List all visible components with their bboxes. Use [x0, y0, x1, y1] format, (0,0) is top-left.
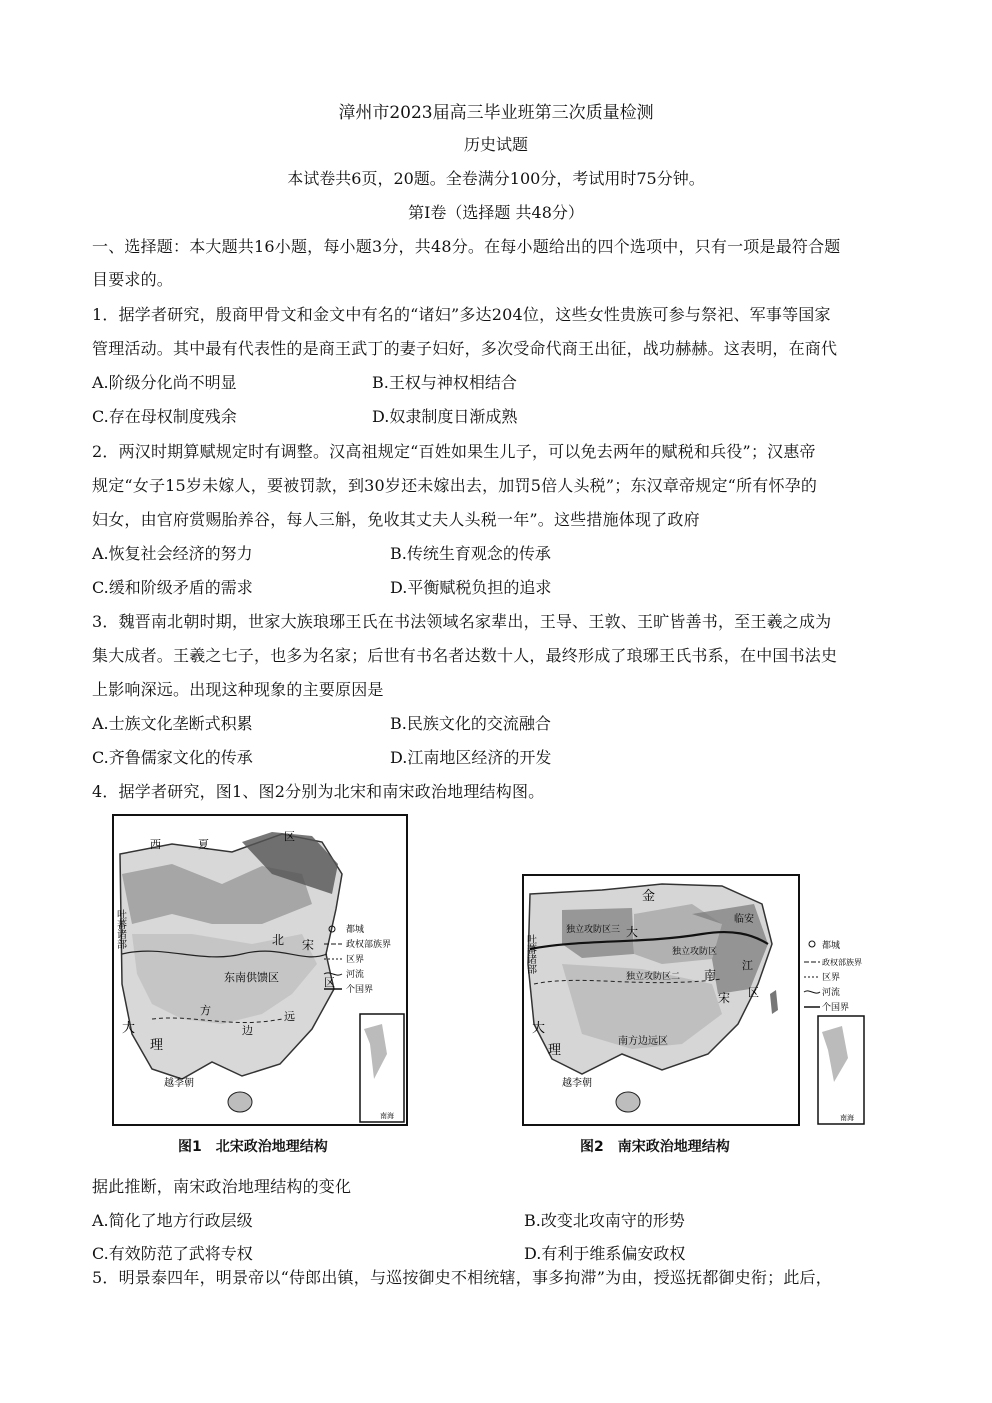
map2-inset-label: 南海: [840, 1114, 854, 1122]
map1-label-yuan: 远: [284, 1010, 295, 1023]
q2-option-c: C.缓和阶级矛盾的需求: [92, 578, 253, 597]
q4-stem-2: 据此推断，南宋政治地理结构的变化: [92, 1177, 352, 1196]
subject-title: 历史试题: [463, 135, 528, 154]
q2-option-d: D.平衡赋税负担的追求: [390, 578, 552, 597]
q1-option-b: B.王权与神权相结合: [372, 373, 517, 392]
map2-label-song: 宋: [718, 991, 731, 1005]
q3-stem-1: 3．魏晋南北朝时期，世家大族琅琊王氏在书法领域名家辈出，王导、王敦、王旷皆善书，至王羲之成为: [92, 612, 832, 631]
map2-label-li: 理: [548, 1043, 562, 1058]
part-title: 第I卷（选择题 共48分）: [408, 203, 584, 222]
q2-stem-1: 2．两汉时期算赋规定时有调整。汉高祖规定“百姓如果生儿子，可以免去两年的赋税和兵役”；汉惠帝: [92, 442, 816, 461]
map-1-svg: [112, 814, 408, 1126]
map1-label-bian: 边: [242, 1024, 253, 1037]
map2-label-tubo: 吐蕃诸部: [524, 934, 536, 974]
map1-label-li: 理: [150, 1038, 164, 1053]
map2-label-zone3: 独立攻防区三: [566, 925, 621, 935]
map2-label-yueli: 越李朝: [562, 1078, 592, 1089]
q1-option-c: C.存在母权制度残余: [92, 407, 237, 426]
map1-label-da: 大: [122, 1021, 136, 1036]
map1-label-tubo: 吐蕃诸部: [114, 909, 126, 949]
map2-label-southern: 南方边远区: [618, 1036, 668, 1047]
map-2-svg: [522, 874, 868, 1126]
map2-legend-district: 区界: [822, 973, 841, 983]
figure-1-northern-song-map: [112, 814, 408, 1126]
figure-1-caption: 图1 北宋政治地理结构: [178, 1139, 328, 1155]
map2-label-linan: 临安: [734, 914, 754, 925]
map1-label-xia: 夏: [198, 838, 209, 851]
q1-option-d: D.奴隶制度日渐成熟: [372, 407, 518, 426]
q2-option-a: A.恢复社会经济的努力: [92, 544, 253, 563]
map1-label-bei: 北: [272, 933, 285, 947]
q1-option-a: A.阶级分化尚不明显: [92, 373, 237, 392]
map2-legend-border: 政权部族界: [822, 958, 862, 967]
q4-option-b: B.改变北攻南守的形势: [524, 1211, 685, 1230]
map2-label-jin: 金: [642, 889, 656, 904]
map1-legend-river: 河流: [346, 970, 365, 980]
map1-legend-district: 区界: [346, 955, 365, 965]
map2-label-da: 大: [532, 1021, 546, 1036]
q5-stem-1: 5．明景泰四年，明景帝以“侍郎出镇，与巡按御史不相统辖，事多拘滞”为由，授巡抚都御史衔；此后，: [92, 1268, 832, 1287]
section-instruction-1: 一、选择题：本大题共16小题，每小题3分，共48分。在每小题给出的四个选项中，只有一项是最符合题: [92, 237, 841, 256]
map2-label-zone1: 独立攻防区: [672, 947, 718, 957]
q3-option-d: D.江南地区经济的开发: [390, 748, 552, 767]
figure-2-southern-song-map: [522, 874, 868, 1126]
exam-info: 本试卷共6页，20题。全卷满分100分，考试用时75分钟。: [287, 169, 705, 188]
map2-label-nan: 南: [704, 968, 717, 982]
figure-2-caption: 图2 南宋政治地理结构: [580, 1139, 730, 1155]
map2-label-jiang: 江: [742, 959, 753, 972]
q4-option-d: D.有利于维系偏安政权: [524, 1244, 686, 1263]
q3-option-b: B.民族文化的交流融合: [390, 714, 551, 733]
map2-legend-national: 个国界: [822, 1003, 850, 1013]
q1-stem-2: 管理活动。其中最有代表性的是商王武丁的妻子妇好，多次受命代商王出征，战功赫赫。这表明，在商代: [92, 339, 838, 358]
q3-stem-2: 集大成者。王羲之七子，也多为名家；后世有书名者达数十人，最终形成了琅琊王氏书系，在中国书法史: [92, 646, 838, 665]
map2-label-zone2: 独立攻防区二: [626, 972, 681, 982]
map2-label-qu: 区: [748, 986, 759, 999]
map2-label-da-top: 大: [626, 925, 639, 939]
q4-option-c: C.有效防范了武将专权: [92, 1244, 253, 1263]
map1-label-song: 宋: [302, 938, 315, 952]
q2-stem-3: 妇女，由官府赏赐胎养谷，每人三斛，免收其丈夫人头税一年”。这些措施体现了政府: [92, 510, 700, 529]
map1-legend-capital: 都城: [346, 925, 365, 935]
map2-legend-capital: 都城: [822, 941, 841, 951]
q3-stem-3: 上影响深远。出现这种现象的主要原因是: [92, 680, 384, 699]
map1-inset-label: 南海: [380, 1112, 394, 1120]
map1-legend-border: 政权部族界: [346, 940, 392, 950]
map1-label-yueli: 越李朝: [164, 1078, 194, 1089]
map1-label-qu: 区: [324, 976, 335, 989]
q1-stem-1: 1．据学者研究，殷商甲骨文和金文中有名的“诸妇”多达204位，这些女性贵族可参与祭祀、军事等国家: [92, 305, 831, 324]
q4-stem-1: 4．据学者研究，图1、图2分别为北宋和南宋政治地理结构图。: [92, 782, 545, 801]
map1-label-southeast: 东南供馈区: [224, 971, 279, 984]
map1-label-qu-top: 区: [284, 830, 295, 843]
q2-option-b: B.传统生育观念的传承: [390, 544, 551, 563]
map2-legend-river: 河流: [822, 988, 841, 998]
q3-option-c: C.齐鲁儒家文化的传承: [92, 748, 253, 767]
exam-title: 漳州市2023届高三毕业班第三次质量检测: [338, 103, 654, 123]
map1-label-xi: 西: [150, 838, 161, 851]
map1-label-fang: 方: [200, 1004, 211, 1017]
q4-option-a: A.简化了地方行政层级: [92, 1211, 253, 1230]
section-instruction-2: 目要求的。: [92, 270, 174, 289]
q3-option-a: A.士族文化垄断式积累: [92, 714, 253, 733]
map1-legend-national: 个国界: [346, 985, 374, 995]
q2-stem-2: 规定“女子15岁未嫁人，要被罚款，到30岁还未嫁出去，加罚5倍人头税”；东汉章帝规定“所有怀孕的: [92, 476, 818, 495]
